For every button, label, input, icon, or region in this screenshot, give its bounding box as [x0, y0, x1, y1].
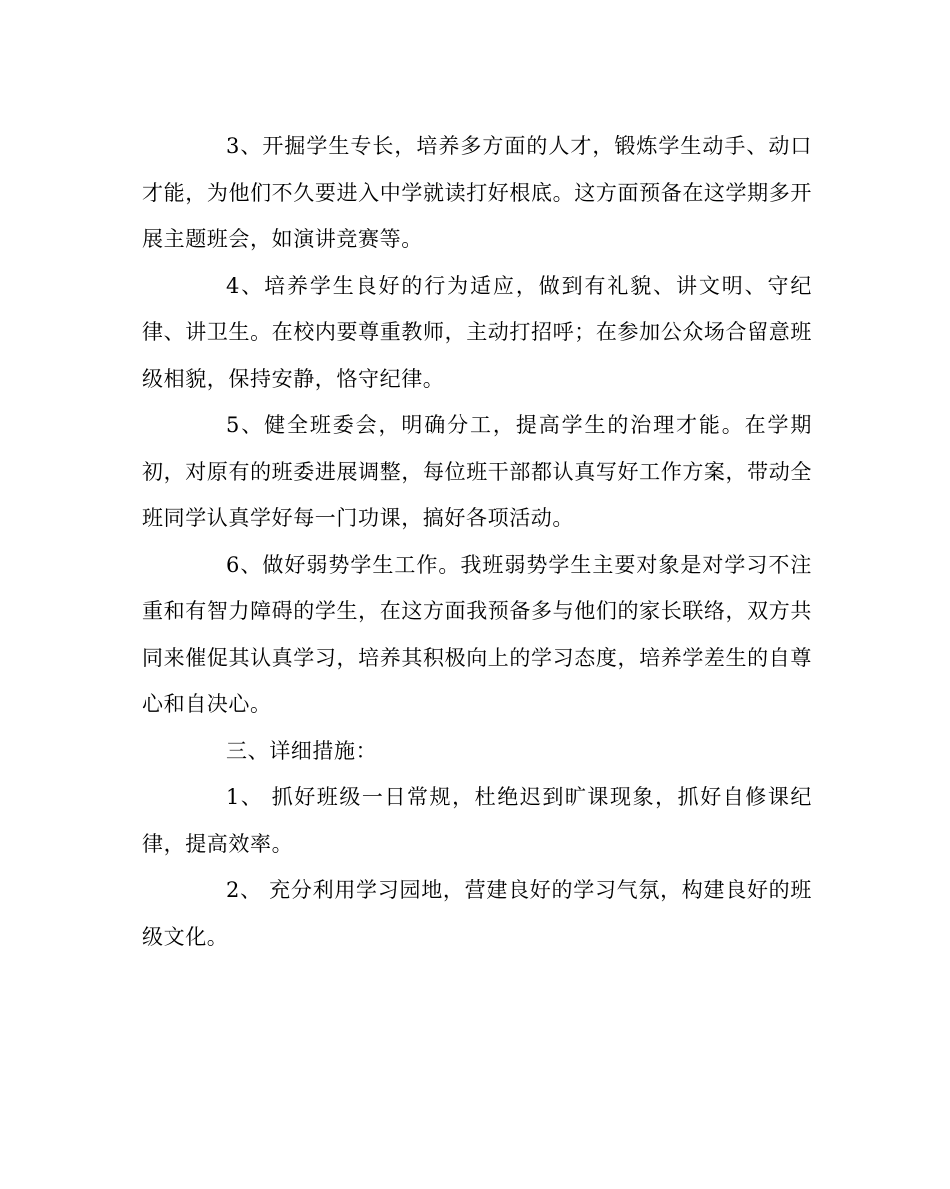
measure-item-1: 1、 抓好班级一日常规，杜绝迟到旷课现象，抓好自修课纪律，提高效率。: [142, 785, 812, 856]
paragraph-item-3: 3、开掘学生专长，培养多方面的人才，锻炼学生动手、动口才能，为他们不久要进入中学就读打好根底。这方面预备在这学期多开展主题班会，如演讲竞赛等。: [142, 134, 812, 251]
paragraph-item-6: 6、做好弱势学生工作。我班弱势学生主要对象是对学习不注重和有智力障碍的学生，在这方面我预备多与他们的家长联络，双方共同来催促其认真学习，培养其积极向上的学习态度，培养学差生的自尊心和自决心。: [142, 552, 812, 716]
paragraph-item-5: 5、健全班委会，明确分工，提高学生的治理才能。在学期初，对原有的班委进展调整，每位班干部都认真写好工作方案，带动全班同学认真学好每一门功课，搞好各项活动。: [142, 413, 812, 530]
paragraph-item-4: 4、培养学生良好的行为适应，做到有礼貌、讲文明、守纪律、讲卫生。在校内要尊重教师，主动打招呼；在参加公众场合留意班级相貌，保持安静，恪守纪律。: [142, 273, 812, 391]
section-heading-measures: 三、详细措施：: [226, 738, 378, 763]
document-body: [142, 123, 812, 960]
measure-item-2: 2、 充分利用学习园地，营建良好的学习气氛，构建良好的班级文化。: [142, 878, 812, 949]
